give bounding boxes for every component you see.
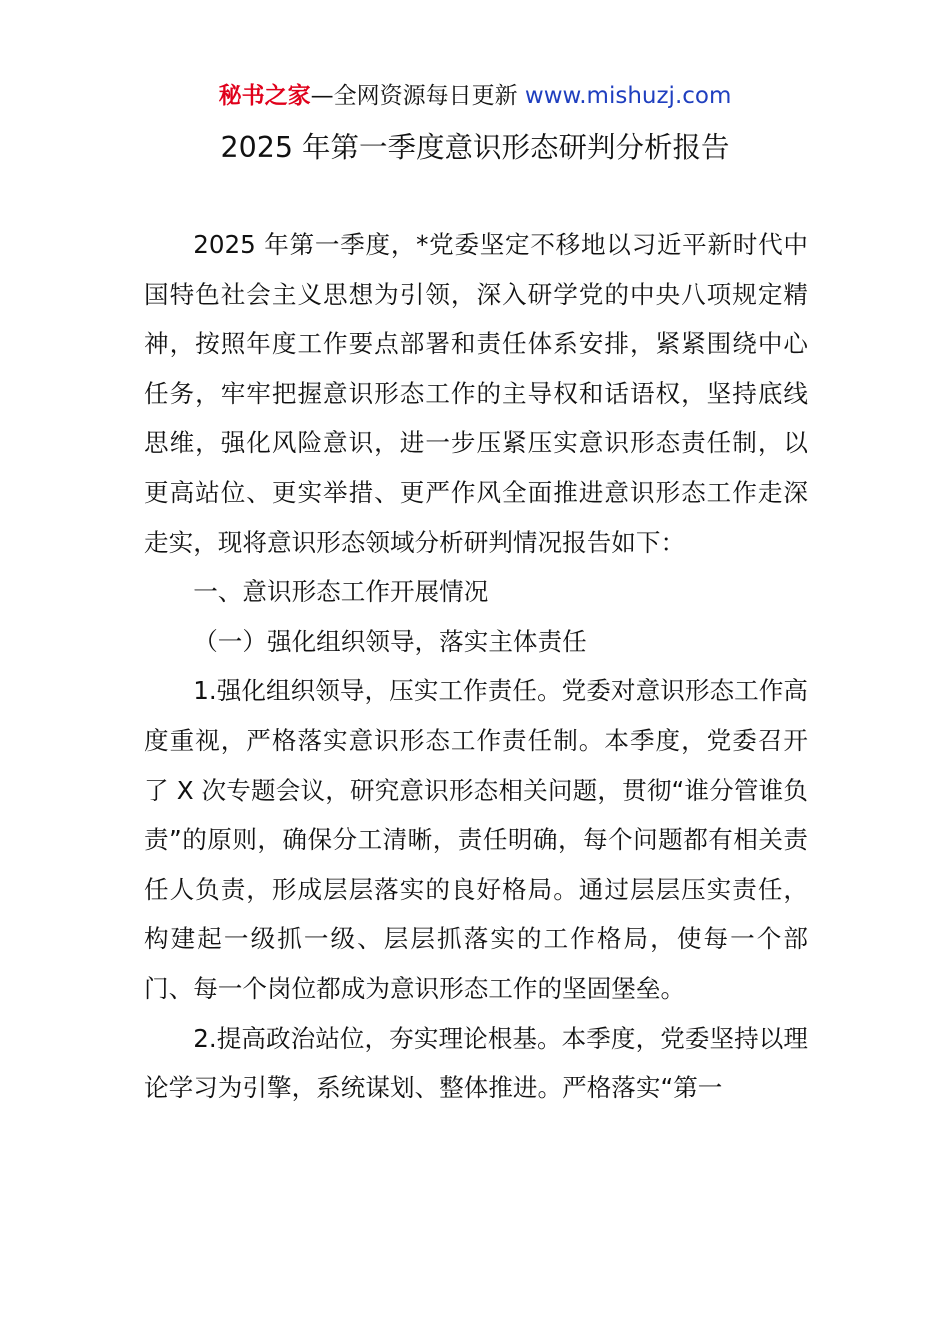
section-heading: 一、意识形态工作开展情况 bbox=[193, 577, 489, 607]
intro-paragraph: 2025 年第一季度，*党委坚定不移地以习近平新时代中国特色社会主义思想为引领，深入研学党的中央八项规定精神，按照年度工作要点部署和责任体系安排，紧紧围绕中心任务，牢牢把握意识形态工作的主导权和话语权，坚持底线思维，强化风险意识，进一步压紧压实意识形态责任制，以更高站位、更实举措、更严作风全面推进意识形态工作走深走实，现将意识形态领域分析研判情况报告如下： bbox=[144, 230, 808, 557]
document-body bbox=[144, 220, 808, 1113]
body-paragraph: 1.强化组织领导，压实工作责任。党委对意识形态工作高度重视，严格落实意识形态工作责任制。本季度，党委召开了 X 次专题会议，研究意识形态相关问题，贯彻“谁分管谁负责”的原则，确保分工清晰，责任明确，每个问题都有相关责任人负责，形成层层落实的良好格局。通过层层压实责任，构建起一级抓一级、层层抓落实的工作格局，使每一个部门、每一个岗位都成为意识形态工作的坚固堡垒。 bbox=[144, 676, 808, 1003]
site-url-link[interactable]: www.mishuzj.com bbox=[524, 83, 732, 109]
site-header bbox=[0, 78, 950, 114]
document-title: 2025 年第一季度意识形态研判分析报告 bbox=[220, 131, 730, 164]
body-paragraph: 2.提高政治站位，夯实理论根基。本季度，党委坚持以理论学习为引擎，系统谋划、整体推进。严格落实“第一 bbox=[144, 1023, 808, 1103]
site-tagline: —全网资源每日更新 bbox=[310, 83, 525, 109]
subsection-heading: （一）强化组织领导，落实主体责任 bbox=[193, 626, 587, 656]
site-brand: 秘书之家 bbox=[218, 83, 311, 109]
